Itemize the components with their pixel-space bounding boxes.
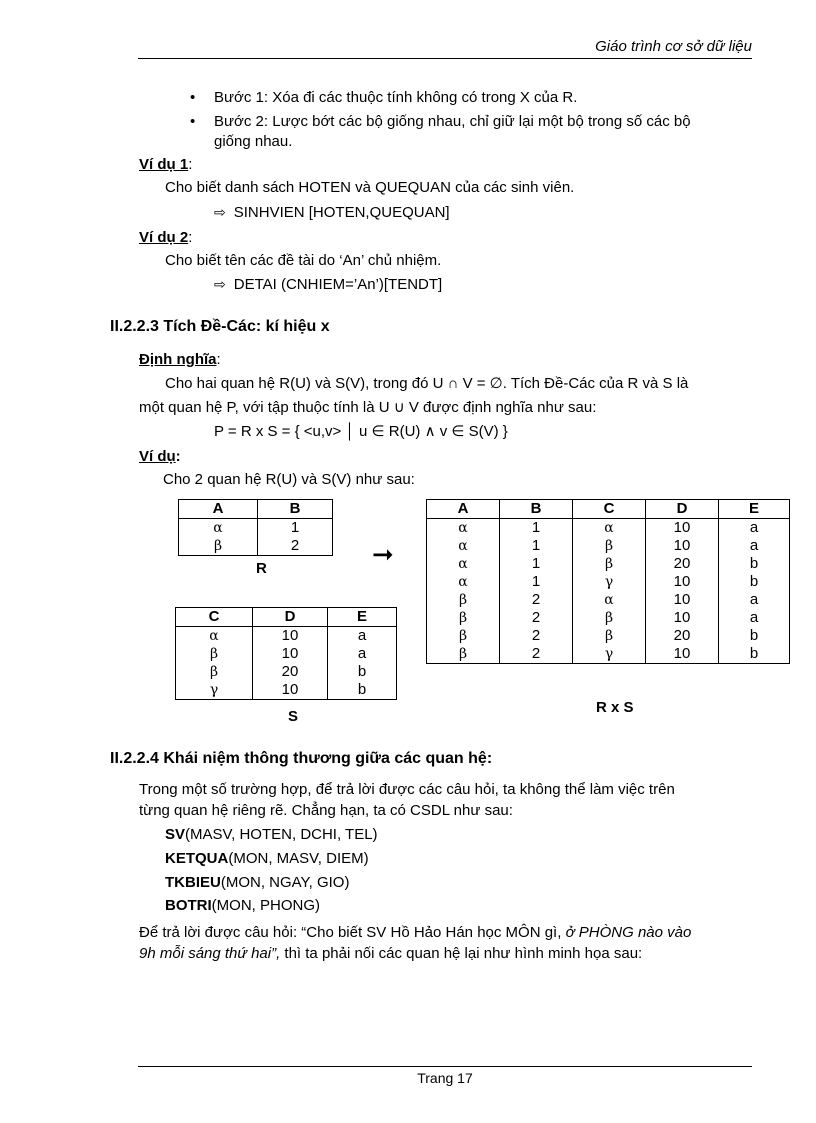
definition-heading: Định nghĩa: (139, 351, 221, 368)
bullet-step-2-cont: giống nhau. (214, 133, 293, 150)
example2-label: Ví dụ 2 (139, 229, 189, 246)
table-cell: a (719, 519, 790, 538)
table-cell: α (209, 628, 219, 644)
para1-line-2: từng quan hệ riêng rẽ. Chẳng hạn, ta có CSDL như sau: (139, 802, 513, 819)
table-cell: b (328, 663, 397, 681)
table-header: B (258, 500, 333, 519)
example1-result: ⇨ SINHVIEN [HOTEN,QUEQUAN] (214, 204, 450, 221)
table-cell: γ (573, 645, 646, 664)
table-cell: 2 (500, 645, 573, 664)
table-cell: β (573, 555, 646, 573)
table-cell: b (328, 681, 397, 700)
table-row (427, 627, 790, 645)
bullet-step-1: Bước 1: Xóa đi các thuộc tính không có trong X của R. (214, 89, 578, 106)
table-header: E (719, 500, 790, 519)
example1-heading: Ví dụ 1: (139, 156, 193, 173)
table-header: C (176, 608, 253, 627)
table-cell: 2 (500, 609, 573, 627)
table-cell: β (209, 646, 219, 662)
table-s (175, 607, 397, 700)
table-cell: α (458, 574, 468, 590)
header-title: Giáo trình cơ sở dữ liệu (595, 38, 752, 55)
bullet-dot: • (190, 113, 196, 130)
table-cell: a (719, 609, 790, 627)
page-number: Trang 17 (417, 1070, 473, 1086)
table-cell: 20 (646, 627, 719, 645)
table-cell: 10 (646, 573, 719, 591)
table-row (176, 627, 397, 646)
table-cell: β (458, 592, 468, 608)
table-row (176, 681, 397, 700)
table-row (176, 663, 397, 681)
table-cell: α (458, 556, 468, 572)
table-cell: β (573, 627, 646, 645)
table-cell: b (719, 573, 790, 591)
table-cell: 1 (500, 519, 573, 538)
table-r (178, 499, 333, 556)
table-cell: γ (573, 573, 646, 591)
table-cell: a (328, 645, 397, 663)
table-cell: 1 (258, 519, 333, 538)
table-header: A (179, 500, 258, 519)
table-cell: 10 (646, 609, 719, 627)
table-cell: α (213, 520, 223, 536)
arrow-right-icon: ➞ (372, 539, 394, 569)
table-s-caption: S (288, 708, 299, 725)
table-cell: a (719, 591, 790, 609)
table-cell: β (573, 609, 646, 627)
definition-line-2: một quan hệ P, với tập thuộc tính là U ∪ V được định nghĩa như sau: (139, 399, 597, 416)
section-223-title: II.2.2.3 Tích Đề-Các: kí hiệu x (110, 318, 330, 335)
bullet-dot: • (190, 89, 196, 106)
table-row (427, 519, 790, 538)
table-cell: β (458, 628, 468, 644)
example2-text: Cho biết tên các đề tài do ‘An’ chủ nhiệm. (165, 252, 442, 269)
table-cell: γ (209, 682, 219, 698)
example2-heading: Ví dụ 2: (139, 229, 193, 246)
table-cell: a (328, 627, 397, 646)
table-cell: 2 (258, 537, 333, 556)
table-row (427, 645, 790, 664)
table-header: C (573, 500, 646, 519)
table-cell: 1 (500, 555, 573, 573)
example2-result: ⇨ DETAI (CNHIEM=’An’)[TENDT] (214, 276, 443, 293)
example-heading: Ví dụ: (139, 448, 181, 465)
bullet-step-2: Bước 2: Lược bớt các bộ giống nhau, chỉ giữ lại một bộ trong số các bộ (214, 113, 691, 130)
table-cell: 20 (253, 663, 328, 681)
table-row (427, 609, 790, 627)
table-cell: β (213, 538, 223, 554)
table-row (179, 537, 333, 556)
table-cell: α (458, 538, 468, 554)
table-cell: 10 (646, 519, 719, 538)
header-rule (138, 58, 752, 59)
table-cell: 2 (500, 627, 573, 645)
schema-botri: BOTRI(MON, PHONG) (165, 897, 320, 914)
para1-line-1: Trong một số trường hợp, để trả lời được các câu hỏi, ta không thể làm việc trên (139, 781, 675, 798)
footer-rule (138, 1066, 752, 1067)
table-cell: β (458, 646, 468, 662)
table-row (427, 573, 790, 591)
table-cell: 1 (500, 537, 573, 555)
table-header: D (646, 500, 719, 519)
table-cell: 10 (646, 591, 719, 609)
example1-text: Cho biết danh sách HOTEN và QUEQUAN của các sinh viên. (165, 179, 575, 196)
table-cell: β (573, 537, 646, 555)
table-cell: b (719, 645, 790, 664)
example1-label: Ví dụ 1 (139, 156, 189, 173)
para2-line-2: 9h mỗi sáng thứ hai”, thì ta phải nối các quan hệ lại như hình minh họa sau: (139, 945, 643, 962)
schema-tkbieu: TKBIEU(MON, NGAY, GIO) (165, 874, 350, 891)
table-header: E (328, 608, 397, 627)
table-cell: 10 (253, 645, 328, 663)
table-cell: 10 (646, 645, 719, 664)
table-cell: β (209, 664, 219, 680)
table-row (427, 537, 790, 555)
table-cell: α (573, 519, 646, 538)
table-row (427, 555, 790, 573)
table-header: B (500, 500, 573, 519)
table-row (176, 645, 397, 663)
example-text: Cho 2 quan hệ R(U) và S(V) như sau: (163, 471, 415, 488)
table-cell: b (719, 627, 790, 645)
schema-ketqua: KETQUA(MON, MASV, DIEM) (165, 850, 369, 867)
arrow-right-icon: ⇨ (214, 276, 226, 292)
table-cell: α (458, 520, 468, 536)
table-cell: 10 (253, 627, 328, 646)
schema-sv: SV(MASV, HOTEN, DCHI, TEL) (165, 826, 378, 843)
table-rxs-caption: R x S (596, 699, 634, 716)
table-header: D (253, 608, 328, 627)
table-cell: β (458, 610, 468, 626)
table-cell: 2 (500, 591, 573, 609)
para2-line-1: Để trả lời được câu hỏi: “Cho biết SV Hồ Hảo Hán học MÔN gì, ở PHÒNG nào vào (139, 924, 692, 941)
cartesian-formula: P = R x S = { <u,v> │ u ∈ R(U) ∧ v ∈ S(V) } (214, 423, 508, 440)
definition-line-1: Cho hai quan hệ R(U) và S(V), trong đó U ∩ V = ∅. Tích Đề-Các của R và S là (165, 375, 689, 392)
table-cell: 10 (253, 681, 328, 700)
section-224-title: II.2.2.4 Khái niệm thông thương giữa các quan hệ: (110, 750, 493, 767)
table-cell: 10 (646, 537, 719, 555)
table-cell: 1 (500, 573, 573, 591)
table-rxs (426, 499, 790, 664)
table-header: A (427, 500, 500, 519)
table-row (179, 519, 333, 538)
table-cell: 20 (646, 555, 719, 573)
table-row (427, 591, 790, 609)
table-r-caption: R (256, 560, 267, 577)
table-cell: a (719, 537, 790, 555)
arrow-right-icon: ⇨ (214, 204, 226, 220)
table-cell: b (719, 555, 790, 573)
table-cell: α (573, 591, 646, 609)
